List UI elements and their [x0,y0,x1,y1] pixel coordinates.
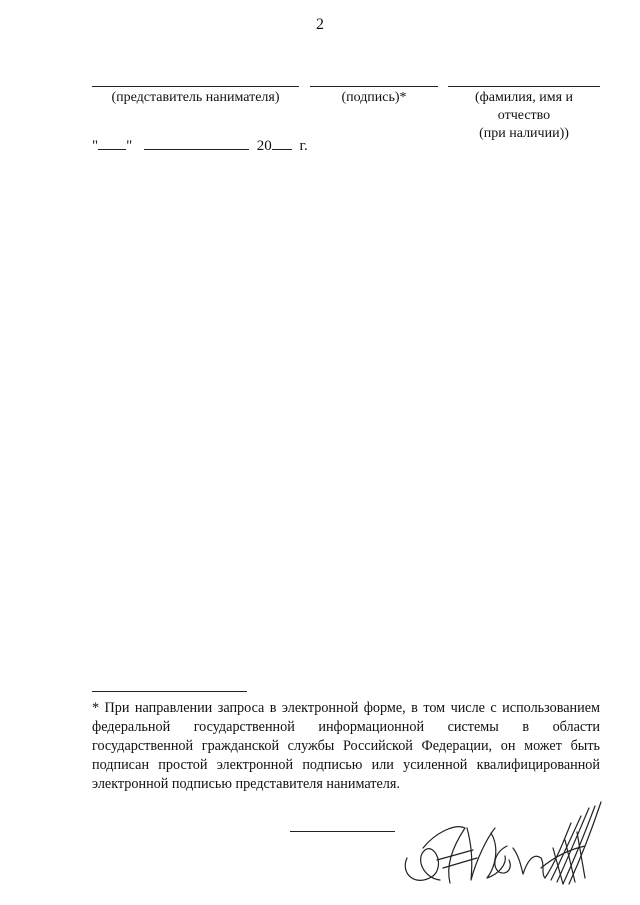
footnote-rule [92,691,247,692]
representative-signature-line [92,86,299,87]
name-line [448,86,600,87]
date-line [92,138,308,155]
name-caption-line2: отчество [497,108,551,123]
year-prefix: 20 [256,138,272,154]
signature-caption: (подпись)* [341,90,407,105]
page-number: 2 [316,16,324,33]
name-caption-line3: (при наличии)) [479,126,569,141]
name-caption [448,89,600,143]
handwritten-signature [395,788,610,898]
day-blank [98,149,126,150]
representative-caption: (представитель нанимателя) [111,90,280,105]
year-blank [272,149,292,150]
date-close-quote: " [126,138,133,154]
footnote-text: * При направлении запроса в электронной форме, в том числе с использованием федеральной государственной информационной системы в области государственной гражданской службы Российской Федерации, он может быть подписан простой электронной подписью или усиленной квалифицированной электронной подписью представителя нанимателя. [92,700,600,792]
bottom-rule [290,831,395,832]
signature-line [310,86,438,87]
date-open-quote: " [92,138,99,154]
name-caption-line1: (фамилия, имя и [475,90,573,105]
month-blank [144,149,249,150]
year-suffix: г. [299,138,308,154]
